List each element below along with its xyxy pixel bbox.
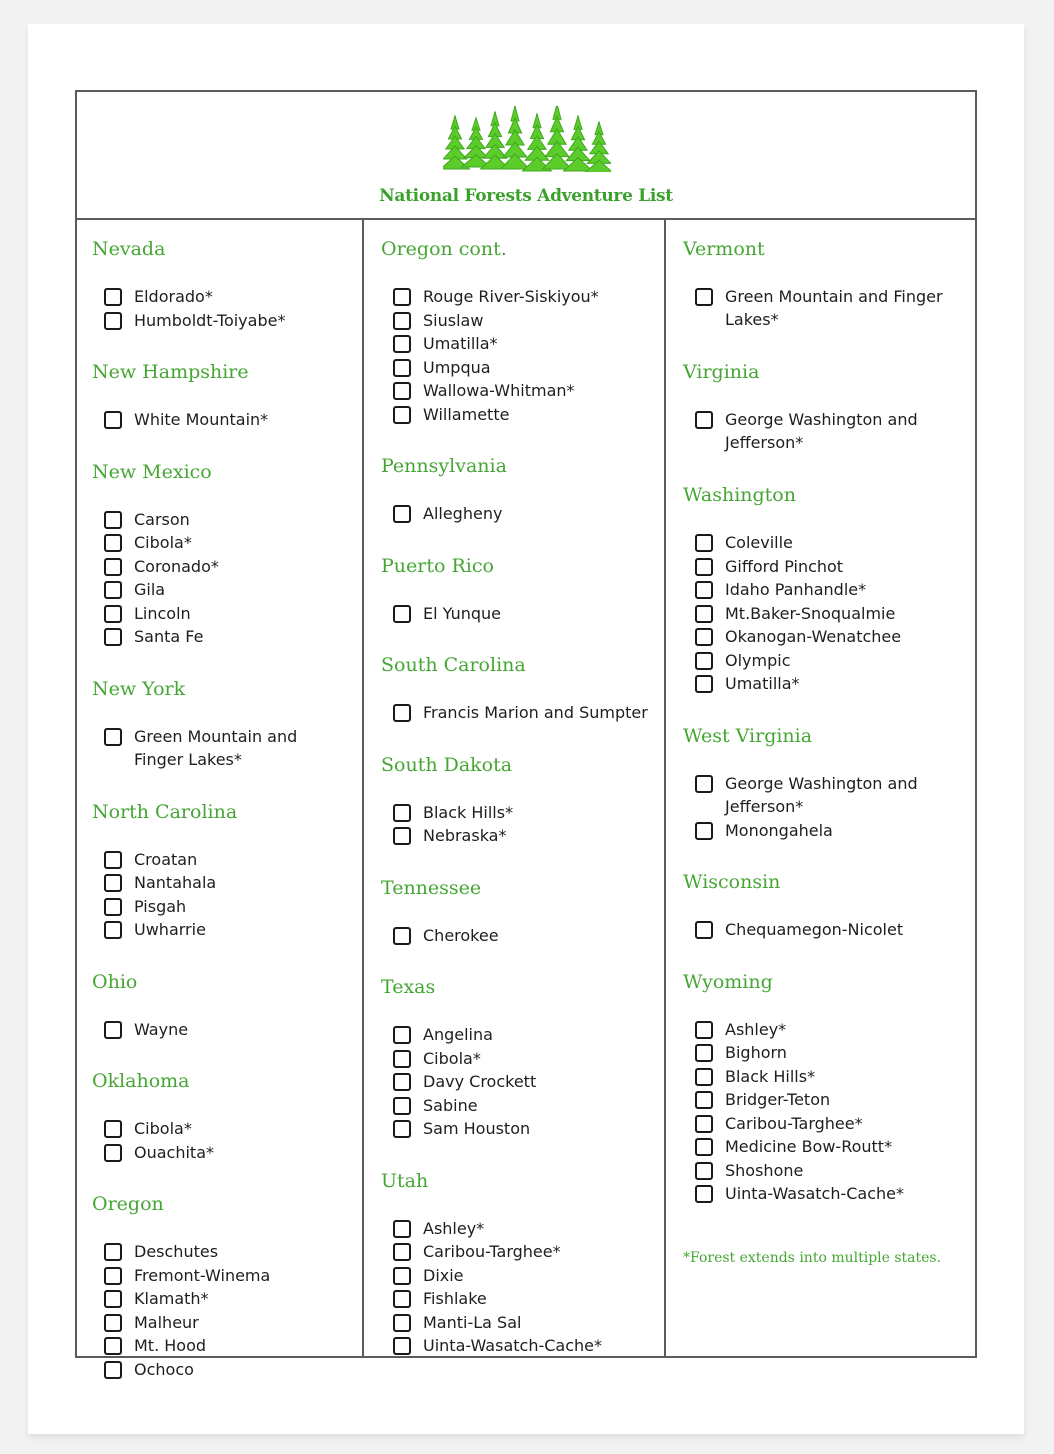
forest-label: Sabine bbox=[423, 1095, 478, 1115]
checkbox[interactable] bbox=[695, 628, 713, 646]
forest-label: Coleville bbox=[725, 533, 793, 552]
state-heading-wyoming: Wyoming bbox=[683, 970, 773, 993]
checkbox[interactable] bbox=[695, 605, 713, 623]
checkbox[interactable] bbox=[393, 1243, 411, 1261]
checkbox[interactable] bbox=[393, 605, 411, 623]
checkbox[interactable] bbox=[104, 511, 122, 529]
forest-label: Uinta-Wasatch-Cache* bbox=[423, 1336, 602, 1355]
forest-label: Gifford Pinchot bbox=[725, 556, 844, 576]
state-heading-new-hampshire: New Hampshire bbox=[92, 361, 249, 383]
checkbox[interactable] bbox=[695, 1115, 713, 1133]
forest-label: Angelina bbox=[423, 1025, 493, 1044]
state-heading-tennessee: Tennessee bbox=[381, 876, 482, 899]
checkbox[interactable] bbox=[104, 898, 122, 916]
checkbox[interactable] bbox=[393, 1220, 411, 1238]
forest-label: Chequamegon-Nicolet bbox=[725, 920, 904, 939]
forest-label: Caribou-Targhee* bbox=[725, 1113, 863, 1133]
checkbox[interactable] bbox=[104, 605, 122, 623]
forest-label: Wallowa-Whitman* bbox=[423, 381, 575, 400]
forest-label: El Yunque bbox=[423, 603, 501, 623]
page-title: National Forests Adventure List bbox=[379, 186, 673, 206]
state-heading-south-carolina: South Carolina bbox=[381, 654, 526, 676]
checkbox[interactable] bbox=[104, 558, 122, 576]
column-2 bbox=[366, 220, 666, 1356]
checkbox[interactable] bbox=[695, 775, 713, 793]
checkbox[interactable] bbox=[104, 1120, 122, 1138]
checkbox[interactable] bbox=[393, 505, 411, 523]
checkbox[interactable] bbox=[104, 874, 122, 892]
forest-label: Olympic bbox=[725, 650, 791, 670]
state-heading-nevada: Nevada bbox=[92, 238, 166, 260]
checkbox[interactable] bbox=[104, 288, 122, 306]
checkbox[interactable] bbox=[104, 1243, 122, 1261]
forest-label: Humboldt-Toiyabe* bbox=[134, 310, 286, 330]
forest-label: Fremont-Winema bbox=[134, 1265, 271, 1285]
forest-label: Mt.Baker-Snoqualmie bbox=[725, 603, 896, 623]
forest-label: White Mountain* bbox=[134, 410, 269, 429]
state-heading-vermont: Vermont bbox=[683, 238, 765, 260]
forest-label: George Washington and Jefferson* bbox=[725, 410, 918, 452]
forest-label: Sam Houston bbox=[423, 1119, 531, 1138]
checkbox[interactable] bbox=[104, 581, 122, 599]
forest-label: Uwharrie bbox=[134, 920, 206, 939]
forest-label: Black Hills* bbox=[423, 802, 514, 822]
state-heading-oregon: Oregon bbox=[92, 1193, 164, 1215]
checkbox[interactable] bbox=[104, 921, 122, 939]
forest-label: Deschutes bbox=[134, 1242, 219, 1261]
checkbox[interactable] bbox=[695, 652, 713, 670]
checkbox[interactable] bbox=[393, 827, 411, 845]
forest-label: Nebraska* bbox=[423, 826, 507, 845]
checkbox[interactable] bbox=[393, 1267, 411, 1285]
column-3 bbox=[668, 220, 975, 1356]
forest-label: Wayne bbox=[134, 1019, 189, 1039]
checkbox[interactable] bbox=[695, 1091, 713, 1109]
forest-label: Santa Fe bbox=[134, 627, 204, 646]
checkbox[interactable] bbox=[104, 1144, 122, 1162]
checkbox[interactable] bbox=[695, 1185, 713, 1203]
forest-label: Cibola* bbox=[134, 1119, 192, 1138]
checkbox[interactable] bbox=[393, 704, 411, 722]
forest-label: Medicine Bow-Routt* bbox=[725, 1137, 893, 1156]
footnote: *Forest extends into multiple states. bbox=[683, 1250, 942, 1266]
checkbox[interactable] bbox=[104, 1021, 122, 1039]
checkbox[interactable] bbox=[695, 675, 713, 693]
forest-label: Cherokee bbox=[423, 925, 499, 945]
state-heading-oregon-cont: Oregon cont. bbox=[381, 238, 507, 260]
checkbox[interactable] bbox=[695, 822, 713, 840]
forest-label: Umpqua bbox=[423, 357, 491, 377]
forest-label: Allegheny bbox=[423, 504, 503, 523]
checkbox[interactable] bbox=[695, 534, 713, 552]
forest-label: Carson bbox=[134, 509, 190, 529]
checklist-frame bbox=[75, 90, 977, 1379]
state-heading-texas: Texas bbox=[381, 976, 436, 998]
checkbox[interactable] bbox=[104, 628, 122, 646]
checkbox[interactable] bbox=[695, 558, 713, 576]
document-page bbox=[28, 24, 1024, 1434]
forest-label: Willamette bbox=[423, 404, 510, 424]
forest-label: Davy Crockett bbox=[423, 1072, 537, 1091]
forest-label: Rouge River-Siskiyou* bbox=[423, 287, 599, 306]
forest-label: Okanogan-Wenatchee bbox=[725, 627, 902, 646]
forest-label: Green Mountain and Finger Lakes* bbox=[134, 726, 298, 769]
state-heading-new-mexico: New Mexico bbox=[92, 460, 212, 483]
forest-label: Siuslaw bbox=[423, 310, 484, 330]
column-1 bbox=[77, 220, 364, 1379]
forest-label: Cibola* bbox=[423, 1048, 481, 1068]
state-heading-south-dakota: South Dakota bbox=[381, 753, 513, 776]
checkbox[interactable] bbox=[393, 1290, 411, 1308]
forest-label: Coronado* bbox=[134, 556, 219, 576]
forest-label: Green Mountain and Finger Lakes* bbox=[725, 287, 943, 329]
checkbox[interactable] bbox=[393, 1097, 411, 1115]
state-heading-utah: Utah bbox=[381, 1169, 429, 1192]
checkbox[interactable] bbox=[393, 1337, 411, 1355]
checkbox[interactable] bbox=[393, 312, 411, 330]
forest-label: Mt. Hood bbox=[134, 1336, 207, 1355]
checkbox[interactable] bbox=[393, 1050, 411, 1068]
checkbox[interactable] bbox=[393, 1314, 411, 1332]
checkbox[interactable] bbox=[393, 288, 411, 306]
state-heading-washington: Washington bbox=[683, 484, 796, 506]
state-heading-pennsylvania: Pennsylvania bbox=[381, 455, 507, 477]
forest-label: Black Hills* bbox=[725, 1066, 816, 1086]
forest-label: Francis Marion and Sumpter bbox=[423, 703, 648, 722]
checkbox[interactable] bbox=[695, 1138, 713, 1156]
state-heading-oklahoma: Oklahoma bbox=[92, 1070, 190, 1092]
checkbox[interactable] bbox=[393, 382, 411, 400]
checkbox[interactable] bbox=[104, 534, 122, 552]
forest-label: Eldorado* bbox=[134, 287, 213, 306]
checkbox[interactable] bbox=[695, 1044, 713, 1062]
forest-label: Klamath* bbox=[134, 1289, 209, 1308]
checkbox[interactable] bbox=[695, 581, 713, 599]
forest-label: George Washington and Jefferson* bbox=[725, 773, 918, 816]
checkbox[interactable] bbox=[393, 335, 411, 353]
state-heading-ohio: Ohio bbox=[92, 970, 138, 993]
forest-label: Lincoln bbox=[134, 603, 191, 623]
checkbox[interactable] bbox=[104, 312, 122, 330]
forest-label: Ochoco bbox=[134, 1359, 194, 1379]
checkbox[interactable] bbox=[104, 1267, 122, 1285]
checkbox[interactable] bbox=[104, 1337, 122, 1355]
forest-label: Caribou-Targhee* bbox=[423, 1242, 561, 1261]
checkbox[interactable] bbox=[104, 1290, 122, 1308]
forest-label: Idaho Panhandle* bbox=[725, 580, 867, 599]
checkbox[interactable] bbox=[393, 359, 411, 377]
forest-label: Pisgah bbox=[134, 896, 187, 916]
checkbox[interactable] bbox=[695, 921, 713, 939]
checkbox[interactable] bbox=[393, 406, 411, 424]
checkbox[interactable] bbox=[393, 1073, 411, 1091]
checkbox[interactable] bbox=[104, 851, 122, 869]
checkbox[interactable] bbox=[695, 1068, 713, 1086]
checkbox[interactable] bbox=[695, 1021, 713, 1039]
forest-label: Ashley* bbox=[725, 1019, 787, 1039]
checkbox[interactable] bbox=[695, 288, 713, 306]
forest-label: Gila bbox=[134, 580, 166, 599]
forest-label: Uinta-Wasatch-Cache* bbox=[725, 1184, 904, 1203]
forest-label: Umatilla* bbox=[725, 674, 800, 693]
checkbox[interactable] bbox=[695, 411, 713, 429]
state-heading-puerto-rico: Puerto Rico bbox=[381, 554, 494, 577]
forest-label: Nantahala bbox=[134, 873, 217, 892]
state-heading-north-carolina: North Carolina bbox=[92, 800, 238, 823]
header bbox=[77, 92, 975, 220]
forest-label: Cibola* bbox=[134, 533, 192, 552]
checkbox[interactable] bbox=[393, 927, 411, 945]
state-heading-west-virginia: West Virginia bbox=[683, 724, 813, 747]
state-heading-new-york: New York bbox=[92, 677, 186, 700]
forest-label: Manti-La Sal bbox=[423, 1312, 522, 1332]
forest-label: Bridger-Teton bbox=[725, 1090, 831, 1109]
forest-label: Fishlake bbox=[423, 1289, 487, 1308]
forest-label: Dixie bbox=[423, 1265, 464, 1285]
checkbox[interactable] bbox=[393, 804, 411, 822]
checkbox[interactable] bbox=[393, 1026, 411, 1044]
state-heading-virginia: Virginia bbox=[683, 361, 760, 383]
checkbox[interactable] bbox=[104, 728, 122, 746]
checkbox[interactable] bbox=[393, 1120, 411, 1138]
state-heading-wisconsin: Wisconsin bbox=[683, 871, 781, 893]
forest-label: Bighorn bbox=[725, 1043, 787, 1062]
forest-label: Shoshone bbox=[725, 1160, 804, 1180]
forest-label: Malheur bbox=[134, 1312, 199, 1332]
forest-label: Croatan bbox=[134, 849, 198, 869]
checkbox[interactable] bbox=[104, 1361, 122, 1379]
checkbox[interactable] bbox=[695, 1162, 713, 1180]
pine-trees-icon bbox=[443, 106, 611, 172]
checkbox[interactable] bbox=[104, 1314, 122, 1332]
forest-label: Ashley* bbox=[423, 1218, 485, 1238]
forest-label: Monongahela bbox=[725, 820, 833, 840]
forest-label: Umatilla* bbox=[423, 334, 498, 353]
checkbox[interactable] bbox=[104, 411, 122, 429]
forest-label: Ouachita* bbox=[134, 1142, 214, 1162]
